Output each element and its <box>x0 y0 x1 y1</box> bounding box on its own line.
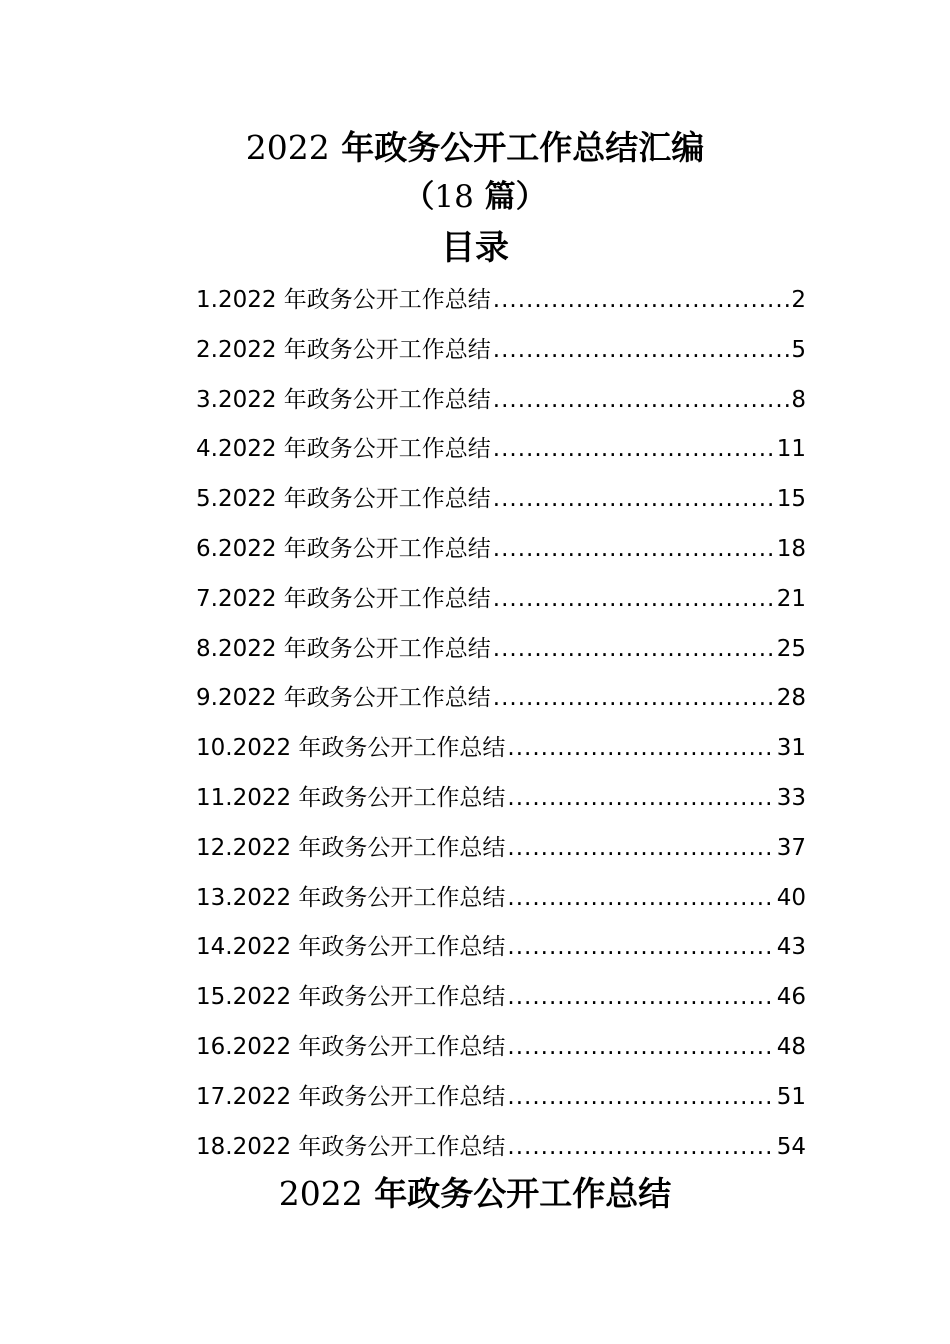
toc-entry-label: 17.2022 年政务公开工作总结 <box>196 1083 506 1110</box>
toc-leader-dots <box>507 778 774 818</box>
toc-entry-label: 10.2022 年政务公开工作总结 <box>196 735 506 762</box>
toc-entry-9[interactable] <box>196 678 806 728</box>
toc-entry-14[interactable] <box>196 927 806 977</box>
toc-entry-label: 9.2022 年政务公开工作总结 <box>196 685 491 712</box>
toc-leader-dots <box>493 429 775 469</box>
toc-entry-page: 37 <box>776 834 806 861</box>
section-heading-year: 2022 <box>278 1174 363 1213</box>
toc-entry-page: 48 <box>776 1033 806 1060</box>
toc-entry-label: 14.2022 年政务公开工作总结 <box>196 934 506 961</box>
toc-entry-page: 21 <box>776 585 806 612</box>
toc-entry-page: 51 <box>776 1083 806 1110</box>
toc-leader-dots <box>507 1027 774 1067</box>
toc-leader-dots <box>493 280 790 320</box>
toc-entry-label: 18.2022 年政务公开工作总结 <box>196 1133 506 1160</box>
toc-entry-2[interactable] <box>196 330 806 380</box>
toc-entry-label: 11.2022 年政务公开工作总结 <box>196 784 506 811</box>
toc-entry-page: 8 <box>791 386 806 413</box>
toc-entry-page: 33 <box>776 784 806 811</box>
toc-entry-6[interactable] <box>196 529 806 579</box>
subtitle-text: 篇） <box>484 179 547 215</box>
toc-entry-5[interactable] <box>196 479 806 529</box>
toc-entry-label: 12.2022 年政务公开工作总结 <box>196 834 506 861</box>
toc-entry-page: 5 <box>791 336 806 363</box>
toc-entry-page: 40 <box>776 884 806 911</box>
section-heading-text: 年政务公开工作总结 <box>374 1174 672 1213</box>
toc-leader-dots <box>507 1077 774 1117</box>
document-title-text: 年政务公开工作总结汇编 <box>341 128 705 167</box>
toc-entry-1[interactable] <box>196 280 806 330</box>
document-title <box>0 126 950 170</box>
toc-entry-page: 25 <box>776 635 806 662</box>
toc-entry-12[interactable] <box>196 828 806 878</box>
table-of-contents <box>196 280 806 1176</box>
toc-leader-dots <box>507 878 774 918</box>
toc-entry-15[interactable] <box>196 977 806 1027</box>
toc-entry-page: 28 <box>776 685 806 712</box>
toc-entry-8[interactable] <box>196 629 806 679</box>
toc-leader-dots <box>493 678 775 718</box>
toc-entry-page: 43 <box>776 934 806 961</box>
document-subtitle <box>0 176 950 218</box>
toc-entry-label: 15.2022 年政务公开工作总结 <box>196 984 506 1011</box>
toc-leader-dots <box>507 927 774 967</box>
toc-leader-dots <box>493 330 790 370</box>
document-title-year: 2022 <box>245 128 330 167</box>
toc-entry-page: 54 <box>776 1133 806 1160</box>
toc-entry-16[interactable] <box>196 1027 806 1077</box>
toc-entry-label: 7.2022 年政务公开工作总结 <box>196 585 491 612</box>
toc-entry-10[interactable] <box>196 728 806 778</box>
toc-entry-page: 2 <box>791 287 806 313</box>
toc-leader-dots <box>493 380 790 420</box>
section-heading <box>0 1172 950 1216</box>
toc-leader-dots <box>507 728 774 768</box>
toc-entry-page: 31 <box>776 735 806 762</box>
toc-entry-label: 3.2022 年政务公开工作总结 <box>196 386 491 413</box>
toc-entry-page: 18 <box>776 535 806 562</box>
toc-entry-label: 16.2022 年政务公开工作总结 <box>196 1033 506 1060</box>
toc-leader-dots <box>507 1127 774 1167</box>
toc-entry-18[interactable] <box>196 1127 806 1177</box>
toc-entry-11[interactable] <box>196 778 806 828</box>
toc-entry-label: 1.2022 年政务公开工作总结 <box>196 287 491 313</box>
toc-entry-label: 4.2022 年政务公开工作总结 <box>196 436 491 463</box>
toc-entry-page: 15 <box>776 486 806 513</box>
subtitle-count: 18 <box>434 179 474 215</box>
toc-leader-dots <box>507 828 774 868</box>
toc-entry-label: 8.2022 年政务公开工作总结 <box>196 635 491 662</box>
toc-entry-label: 2.2022 年政务公开工作总结 <box>196 336 491 363</box>
toc-entry-4[interactable] <box>196 429 806 479</box>
toc-entry-label: 13.2022 年政务公开工作总结 <box>196 884 506 911</box>
toc-entry-13[interactable] <box>196 878 806 928</box>
toc-leader-dots <box>493 579 775 619</box>
toc-entry-17[interactable] <box>196 1077 806 1127</box>
toc-entry-page: 11 <box>776 436 806 463</box>
toc-leader-dots <box>493 529 775 569</box>
toc-leader-dots <box>493 629 775 669</box>
toc-leader-dots <box>507 977 774 1017</box>
toc-leader-dots <box>493 479 775 519</box>
toc-entry-page: 46 <box>776 984 806 1011</box>
toc-entry-7[interactable] <box>196 579 806 629</box>
subtitle-open-paren: （ <box>403 179 435 215</box>
toc-entry-3[interactable] <box>196 380 806 430</box>
toc-entry-label: 5.2022 年政务公开工作总结 <box>196 486 491 513</box>
toc-heading: 目录 <box>441 228 509 268</box>
toc-entry-label: 6.2022 年政务公开工作总结 <box>196 535 491 562</box>
